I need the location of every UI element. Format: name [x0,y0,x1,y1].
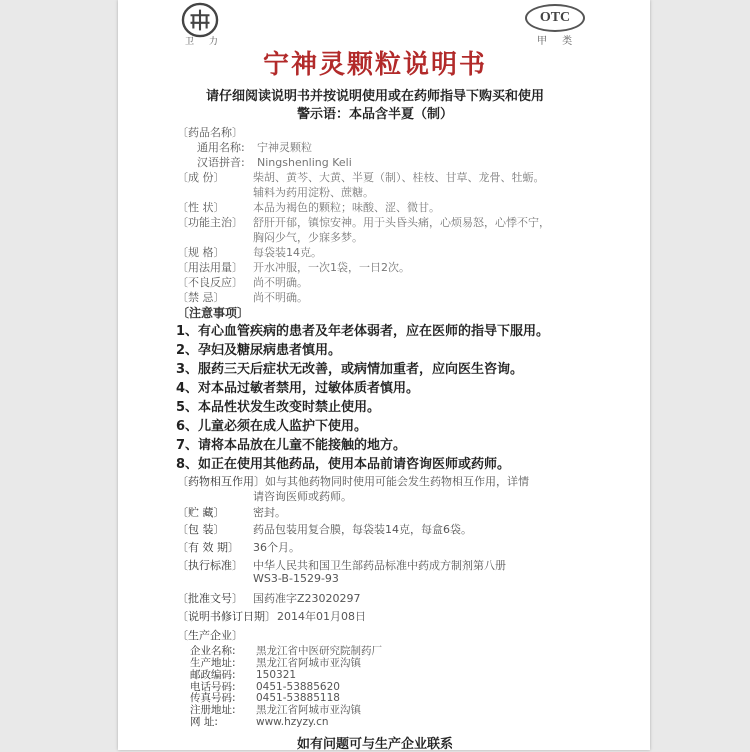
field-row [177,473,529,489]
company-value: 黑龙江省中医研究院制药厂 [256,645,382,657]
field-row [177,169,545,185]
field-label: 〔注意事项〕 [177,306,250,320]
field-label: 〔包 装〕 [177,523,225,536]
field-value: 尚不明确。 [253,291,308,304]
otc-badge-text: OTC [525,4,585,32]
field-label: 〔禁 忌〕 [177,291,225,304]
field-value: 宁神灵颗粒 [257,141,312,154]
precaution-item: 8、如正在使用其他药品，使用本品前请咨询医师或药师。 [176,457,511,472]
company-value: 黑龙江省阿城市亚沟镇 [256,657,361,669]
company-label: 生产地址: [190,657,236,669]
field-value: 柴胡、黄芩、大黄、半夏（制）、桂枝、甘草、龙骨、牡蛎。 [253,171,545,184]
field-label: 〔说明书修订日期〕 [177,610,276,623]
company-value: 0451-53885620 [256,681,340,693]
field-value: 请咨询医师或药师。 [253,490,352,503]
field-value: 胸闷少气，少寐多梦。 [253,231,363,244]
field-row [177,488,352,504]
field-value: WS3-B-1529-93 [253,572,339,585]
otc-class: 甲 类 [537,36,579,47]
precaution-item: 6、儿童必须在成人监护下使用。 [176,419,368,434]
field-label: 〔规 格〕 [177,246,225,259]
brand-logo-subtitle: 卫 力 [185,37,224,47]
field-label: 通用名称: [197,141,245,154]
field-value: 舒肝开郁，镇惊安神。用于头昏头痛，心烦易怒，心悸不宁， [253,216,550,229]
field-label: 〔批准文号〕 [177,592,243,605]
otc-badge [525,4,583,30]
field-value: 辅料为药用淀粉、蔗糖。 [253,186,374,199]
field-row [177,244,322,260]
field-value: 药品包装用复合膜，每袋装14克，每盒6袋。 [253,523,472,536]
field-value: 本品为褐色的颗粒；味酸、涩、微甘。 [253,201,440,214]
company-label: 电话号码: [190,681,236,693]
field-row [177,627,253,643]
field-label: 〔药物相互作用〕 [177,475,265,488]
field-row [197,154,352,170]
field-label: 〔生产企业〕 [177,629,243,642]
field-value: 尚不明确。 [253,276,308,289]
field-row [177,572,339,585]
company-value: 0451-53885118 [256,692,340,704]
precaution-item: 4、对本品过敏者禁用，过敏体质者慎用。 [176,381,420,396]
field-row [177,229,363,245]
precaution-item: 2、孕妇及糖尿病患者慎用。 [176,343,342,358]
precaution-item: 5、本品性状发生改变时禁止使用。 [176,400,381,415]
warning-notice: 警示语：本品含半夏（制） [296,107,453,122]
field-row [197,139,312,155]
field-label: 〔药品名称〕 [177,126,243,139]
company-value: 黑龙江省阿城市亚沟镇 [256,704,361,716]
company-label: 邮政编码: [190,669,236,681]
field-row [177,259,410,275]
field-label: 〔用法用量〕 [177,261,243,274]
brand-logo-icon [181,2,219,38]
page-title: 宁神灵颗粒说明书 [262,50,487,80]
field-row [177,274,308,290]
field-row [177,124,253,140]
field-label: 〔执行标准〕 [177,559,243,572]
precaution-item: 1、有心血管疾病的患者及年老体弱者，应在医师的指导下服用。 [176,324,550,339]
field-row [177,590,361,606]
field-value: 密封。 [253,506,286,519]
field-value: 开水冲服，一次1袋，一日2次。 [253,261,410,274]
field-label: 〔功能主治〕 [177,216,243,229]
company-label: 网 址: [190,716,218,728]
field-label: 〔不良反应〕 [177,276,243,289]
company-row [190,714,329,729]
field-value: 每袋装14克。 [253,246,322,259]
company-label: 注册地址: [190,704,236,716]
field-value: 国药准字Z23020297 [253,592,361,605]
field-row [177,199,440,215]
field-row [177,304,253,321]
field-row [177,504,286,520]
field-value: Ningshenling Keli [257,156,352,169]
field-row [177,608,366,624]
field-value: 36个月。 [253,541,300,554]
company-value: 150321 [256,669,297,681]
field-row [177,539,300,555]
field-row [177,557,506,573]
field-row [177,521,472,537]
field-row [177,184,374,200]
field-label: 〔性 状〕 [177,201,225,214]
field-label: 〔有 效 期〕 [177,541,239,554]
precaution-item: 3、服药三天后症状无改善，或病情加重者，应向医生咨询。 [176,362,524,377]
footer-contact-notice: 如有问题可与生产企业联系 [296,737,453,752]
company-label: 企业名称: [190,645,236,657]
field-row [177,289,308,305]
field-value: 2014年01月08日 [277,610,366,623]
field-row [177,214,550,230]
company-label: 传真号码: [190,692,236,704]
precaution-item: 7、请将本品放在儿童不能接触的地方。 [176,438,407,453]
field-value: 中华人民共和国卫生部药品标准中药成方制剂第八册 [253,559,506,572]
field-label: 〔成 份〕 [177,171,225,184]
usage-notice: 请仔细阅读说明书并按说明使用或在药师指导下购买和使用 [205,89,544,104]
company-value: www.hzyzy.cn [256,716,329,728]
field-label: 汉语拼音: [197,156,245,169]
field-value: 如与其他药物同时使用可能会发生药物相互作用，详情 [265,475,529,488]
field-label: 〔贮 藏〕 [177,506,225,519]
